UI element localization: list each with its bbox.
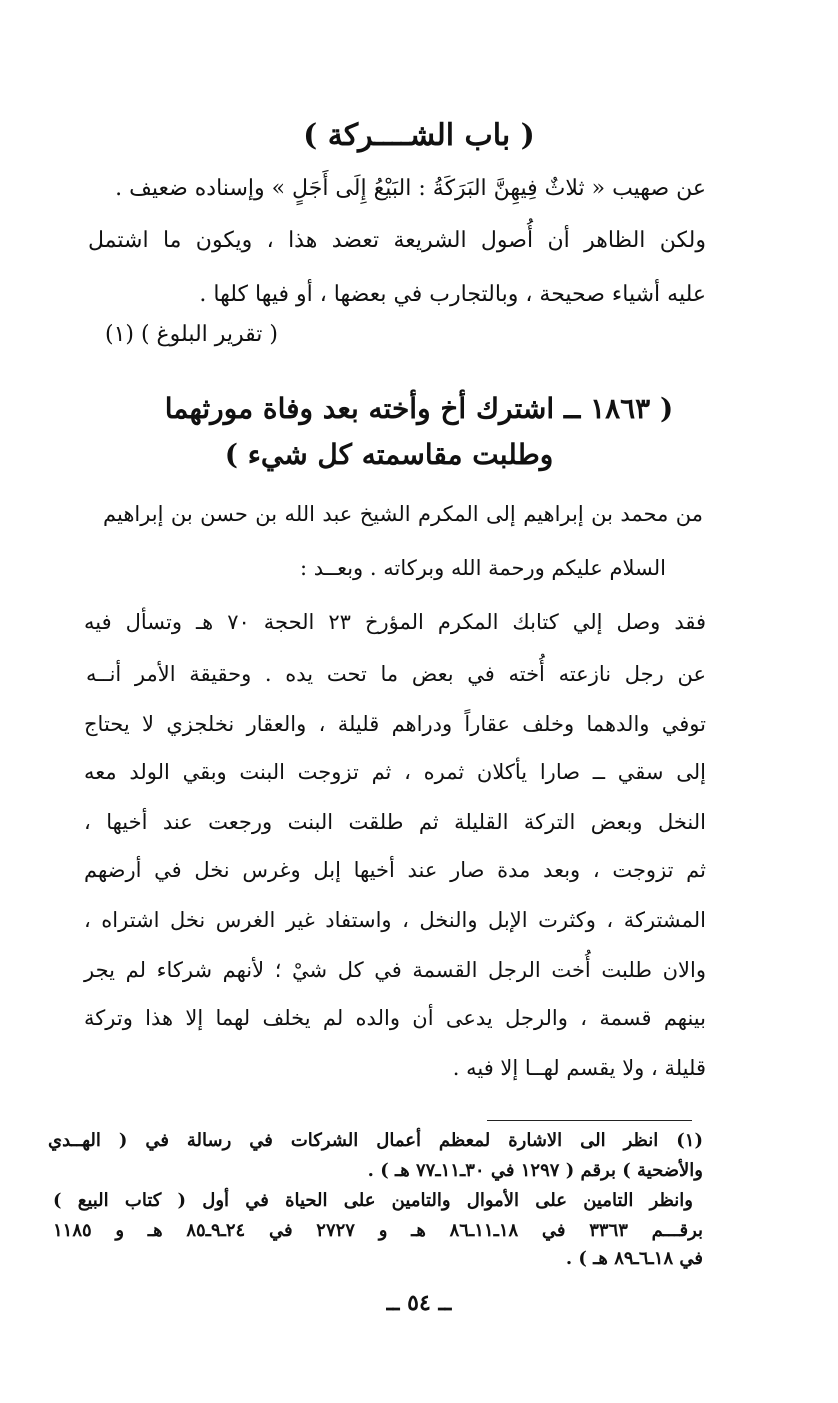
letter-line: بينهم قسمة ، والرجل يدعى أن والده لم يخلف لهما إلا هذا وتركة — [84, 1006, 706, 1030]
letter-line: السلام عليكم ورحمة الله وبركاته . وبعــد : — [300, 556, 666, 580]
footnote-line: والأضحية ) برقم ( ١٢٩٧ في ٣٠ـ١١ـ٧٧ هـ ) . — [367, 1160, 703, 1181]
letter-line: قليلة ، ولا يقسم لهــا إلا فيه . — [452, 1056, 706, 1080]
letter-line: فقد وصل إلي كتابك المكرم المؤرخ ٢٣ الحجة ٧٠ هـ وتسأل فيه — [84, 610, 706, 634]
letter-line: المشتركة ، وكثرت الإبل والنخل ، واستفاد غير الغرس نخل اشتراه ، — [84, 908, 706, 932]
letter-line: والان طلبت أُخت الرجل القسمة في كل شيْ ؛ لأنهم شركاء لم يجر — [84, 958, 706, 982]
source-citation: ( تقرير البلوغ ) (١) — [104, 322, 278, 347]
section-title: ( باب الشــــركة ) — [303, 118, 535, 153]
footnote-line: برقـــم ٣٣٦٣ في ١٨ـ١١ـ٨٦ هـ و ٢٧٢٧ في ٢٤ـ٩ـ٨٥ هـ و ١١٨٥ — [53, 1220, 704, 1241]
letter-line: إلى سقي ــ صارا يأكلان ثمره ، ثم تزوجت البنت وبقي الولد معه — [84, 760, 706, 784]
footnote-divider — [487, 1120, 692, 1121]
page-number: ــ ٥٤ ــ — [386, 1290, 452, 1316]
intro-line: عليه أشياء صحيحة ، وبالتجارب في بعضها ، أو فيها كلها . — [199, 282, 706, 307]
intro-line: عن صهيب « ثلاثٌ فِيهِنَّ البَرَكَةُ : البَيْعُ إِلَى أَجَلٍ » وإسناده ضعيف . — [115, 176, 706, 201]
letter-line: عن رجل نازعته أُخته في بعض ما تحت يده . وحقيقة الأمر أنــه — [86, 662, 706, 686]
footnote-line: وانظر التامين على الأموال والتامين على الحياة في أول ( كتاب البيع ) — [53, 1190, 693, 1211]
footnote-line: في ١٨ـ٦ـ٨٩ هـ ) . — [565, 1248, 703, 1269]
intro-line: ولكن الظاهر أن أُصول الشريعة تعضد هذا ، ويكون ما اشتمل — [88, 228, 706, 253]
letter-line: النخل وبعض التركة القليلة ثم طلقت البنت ورجعت عند أخيها ، — [84, 810, 706, 834]
fatwa-heading: ( ١٨٦٣ ــ اشترك أخ وأخته بعد وفاة مورثهما — [164, 392, 674, 425]
fatwa-heading: وطلبت مقاسمته كل شيء ) — [224, 438, 554, 471]
footnote-line: (١) انظر الى الاشارة لمعظم أعمال الشركات في رسالة في ( الهــدي — [48, 1130, 703, 1151]
letter-line: من محمد بن إبراهيم إلى المكرم الشيخ عبد الله بن حسن بن إبراهيم — [103, 502, 703, 526]
letter-line: توفي والدهما وخلف عقاراً ودراهم قليلة ، والعقار نخلجزي لا يحتاج — [84, 712, 706, 736]
letter-line: ثم تزوجت ، وبعد مدة صار عند أخيها إبل وغرس نخل في أرضهم — [84, 858, 706, 882]
